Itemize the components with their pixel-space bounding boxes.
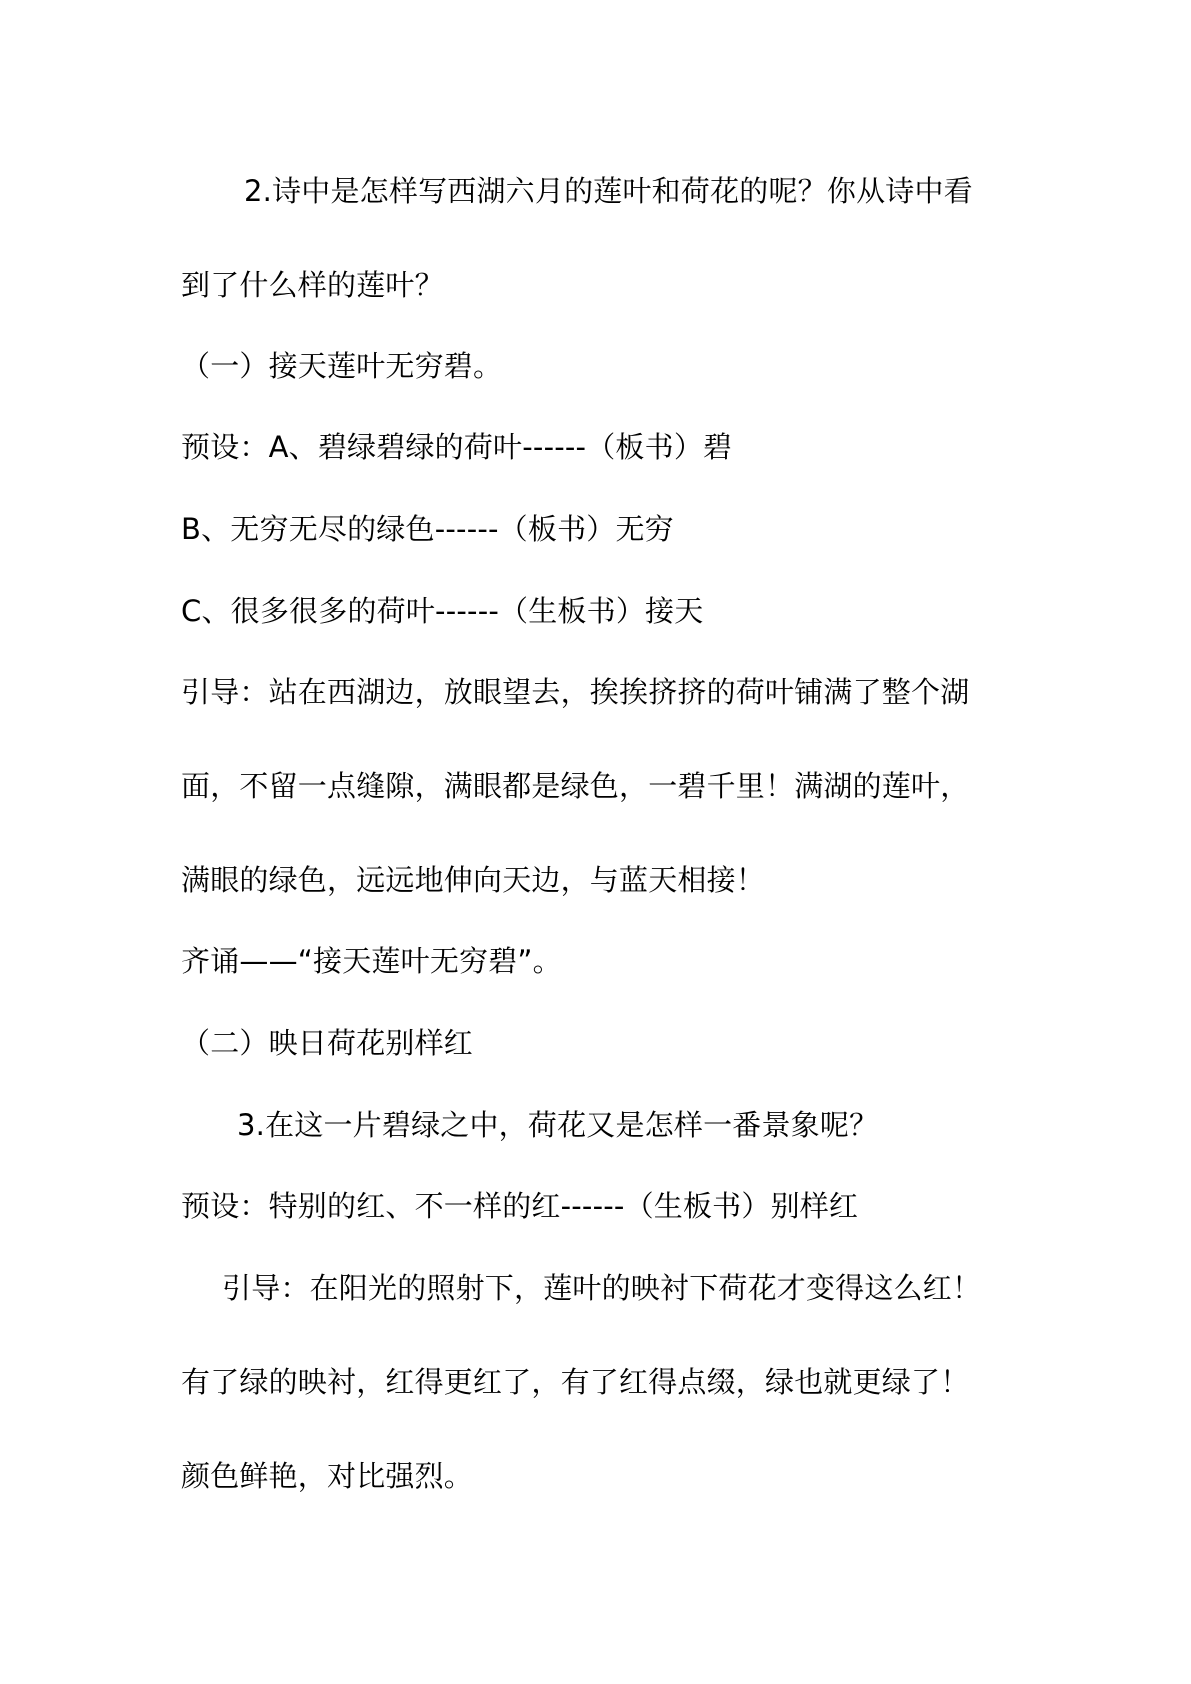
guide-1-line-1: 引导：站在西湖边，放眼望去，挨挨挤挤的荷叶铺满了整个湖 bbox=[181, 675, 970, 709]
guide-2-line-1: 引导：在阳光的照射下，莲叶的映衬下荷花才变得这么红！ bbox=[222, 1271, 982, 1305]
question-2-line-1: 2.诗中是怎样写西湖六月的莲叶和荷花的呢？你从诗中看 bbox=[244, 174, 973, 208]
section-1-heading: （一）接天莲叶无穷碧。 bbox=[181, 349, 503, 383]
guide-1-line-2: 面，不留一点缝隙，满眼都是绿色，一碧千里！满湖的莲叶， bbox=[181, 769, 970, 803]
guide-1-line-3: 满眼的绿色，远远地伸向天边，与蓝天相接！ bbox=[181, 863, 766, 897]
preset-c: C、很多很多的荷叶------（生板书）接天 bbox=[181, 594, 704, 628]
preset-b: B、无穷无尽的绿色------（板书）无穷 bbox=[181, 512, 674, 546]
question-2-line-2: 到了什么样的莲叶？ bbox=[181, 268, 444, 302]
preset-red: 预设：特别的红、不一样的红------（生板书）别样红 bbox=[181, 1189, 859, 1223]
guide-2-line-2: 有了绿的映衬，红得更红了，有了红得点缀，绿也就更绿了！ bbox=[181, 1365, 970, 1399]
question-3: 3.在这一片碧绿之中，荷花又是怎样一番景象呢？ bbox=[237, 1108, 879, 1142]
section-2-heading: （二）映日荷花别样红 bbox=[181, 1026, 474, 1060]
guide-2-line-3: 颜色鲜艳，对比强烈。 bbox=[181, 1459, 474, 1493]
recitation-line: 齐诵——“接天莲叶无穷碧”。 bbox=[181, 944, 562, 978]
preset-a: 预设：A、碧绿碧绿的荷叶------（板书）碧 bbox=[181, 430, 733, 464]
